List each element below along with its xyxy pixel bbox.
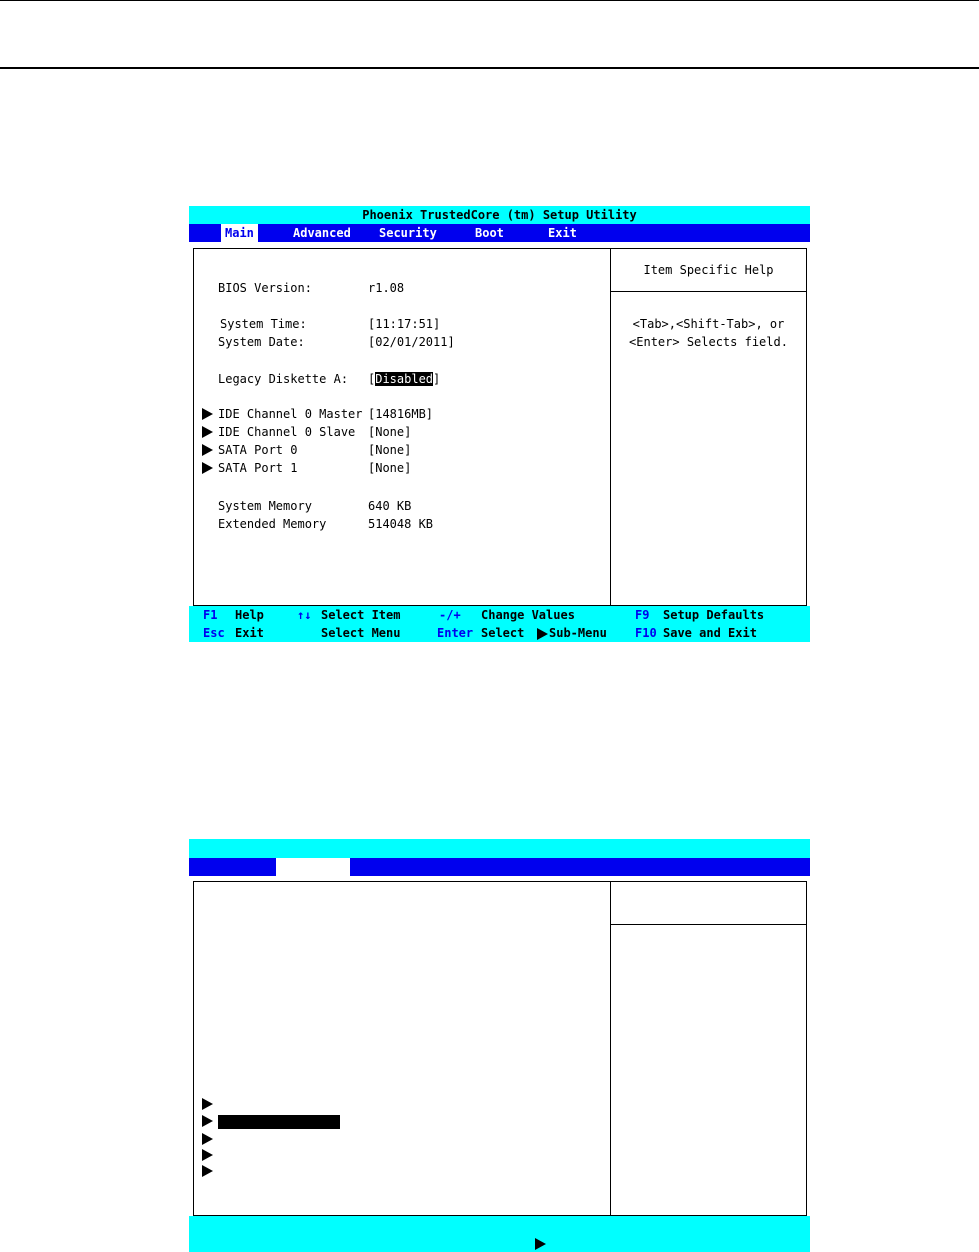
submenu-arrow-icon — [535, 1238, 546, 1250]
template-title-bar — [189, 839, 810, 858]
bios-version-label: BIOS Version: — [218, 281, 312, 295]
bios-menu-bar — [189, 224, 810, 242]
help-text: <Tab>,<Shift-Tab>, or <Enter> Selects field. — [629, 317, 788, 349]
system-time-value[interactable]: [11:17:51] — [368, 317, 441, 331]
enter-select-text: Select — [481, 626, 525, 640]
ide-slave-value: [None] — [368, 425, 412, 439]
submenu-arrow-icon — [537, 628, 548, 640]
template-panel — [193, 881, 807, 1216]
menu-exit[interactable]: Exit — [548, 226, 577, 240]
system-time-label: System Time: — [220, 317, 307, 331]
change-values-text: Change Values — [481, 608, 575, 622]
esc-exit-text: Exit — [235, 626, 264, 640]
system-date-value[interactable]: [02/01/2011] — [368, 335, 455, 349]
ide-master-label[interactable]: IDE Channel 0 Master — [218, 407, 363, 421]
legacy-diskette-selected[interactable]: Disabled — [375, 372, 434, 386]
sata0-value: [None] — [368, 443, 412, 457]
system-memory-label: System Memory — [218, 499, 312, 513]
menu-main[interactable]: Main — [221, 224, 258, 242]
arrows-key: ↑↓ — [297, 608, 312, 622]
template-help-separator — [611, 924, 806, 925]
page-header-rule — [0, 67, 979, 69]
page-top-rule — [0, 0, 979, 1]
system-date-label: System Date: — [218, 335, 305, 349]
select-menu-text: Select Menu — [321, 626, 401, 640]
submenu-arrow-icon — [202, 408, 213, 420]
sata1-label[interactable]: SATA Port 1 — [218, 461, 298, 475]
extended-memory-value: 514048 KB — [368, 517, 434, 531]
system-memory-value: 640 KB — [368, 499, 412, 513]
sata1-value: [None] — [368, 461, 412, 475]
f1-key: F1 — [203, 608, 218, 622]
submenu-arrow-icon — [202, 1165, 213, 1177]
select-item-text: Select Item — [321, 608, 401, 622]
submenu-arrow-icon — [202, 1098, 213, 1110]
bios-main-panel — [193, 248, 807, 606]
sata0-label[interactable]: SATA Port 0 — [218, 443, 298, 457]
help-title: Item Specific Help — [643, 263, 774, 277]
ide-master-value: [14816MB] — [368, 407, 434, 421]
submenu-arrow-icon — [202, 1149, 213, 1161]
template-menu-bar — [189, 858, 810, 876]
legacy-diskette-label: Legacy Diskette A: — [218, 372, 349, 386]
f10-key: F10 — [635, 626, 657, 640]
submenu-text: Sub-Menu — [549, 626, 607, 640]
extended-memory-label: Extended Memory — [218, 517, 327, 531]
f9-key: F9 — [635, 608, 650, 622]
bios-version-value: r1.08 — [368, 281, 405, 295]
ide-slave-label[interactable]: IDE Channel 0 Slave — [218, 425, 356, 439]
bios-screen-template — [189, 839, 810, 1252]
menu-security[interactable]: Security — [379, 226, 437, 240]
submenu-arrow-icon — [202, 1115, 213, 1127]
f1-help-text: Help — [235, 608, 264, 622]
save-and-exit-text: Save and Exit — [663, 626, 757, 640]
template-menu-highlight[interactable] — [276, 858, 350, 876]
help-separator — [611, 291, 806, 292]
submenu-arrow-icon — [202, 444, 213, 456]
bios-footer — [189, 606, 810, 642]
template-panel-divider — [610, 882, 611, 1215]
menu-advanced[interactable]: Advanced — [293, 226, 351, 240]
plusminus-key: -/+ — [439, 608, 461, 622]
menu-boot[interactable]: Boot — [475, 226, 504, 240]
setup-defaults-text: Setup Defaults — [663, 608, 765, 622]
legacy-diskette-value[interactable]: [Disabled] — [368, 372, 441, 386]
submenu-arrow-icon — [202, 462, 213, 474]
submenu-arrow-icon — [202, 426, 213, 438]
template-selection-bar[interactable] — [218, 1115, 340, 1129]
bios-title: Phoenix TrustedCore (tm) Setup Utility — [189, 206, 810, 224]
template-footer — [189, 1216, 810, 1252]
panel-divider — [610, 249, 611, 605]
bios-screen-main — [189, 206, 810, 643]
esc-key: Esc — [203, 626, 225, 640]
submenu-arrow-icon — [202, 1133, 213, 1145]
enter-key: Enter — [437, 626, 474, 640]
